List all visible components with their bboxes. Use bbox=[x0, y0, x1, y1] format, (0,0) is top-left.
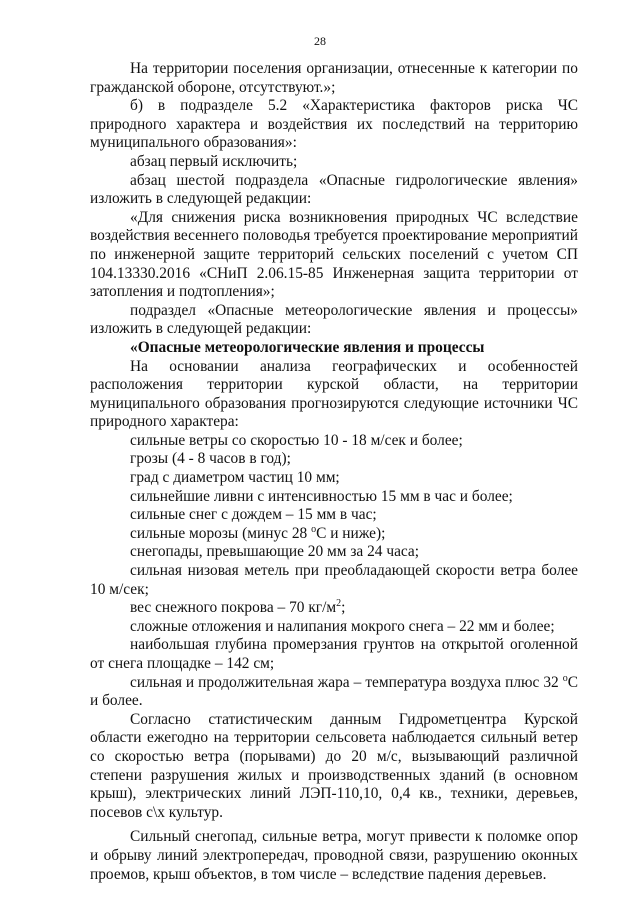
list-item-rain: сильнейшие ливни с интенсивностью 15 мм в час и более; bbox=[130, 487, 513, 505]
paragraph-snowfall-consequences: Сильный снегопад, сильные ветра, могут привести к поломке опор и обрыву линий электропередач, проводной связи, разрушению оконных проемов, крыш объектов, в том числе – вследствие падения деревьев. bbox=[90, 828, 578, 883]
paragraph-flood-protection: «Для снижения риска возникновения природных ЧС вследствие воздействия весеннего половодья требуется проектирование мероприятий по инженерной защите территорий сельских поселений с учетом СП 104.13330.2016 «СНиП 2.06.15-85 Инженерная защита территории от затопления и подтопления»; bbox=[90, 208, 578, 301]
paragraph-subsection-5-2: б) в подразделе 5.2 «Характеристика факторов риска ЧС природного характера и воздействия их последствий на территорию муниципального образования»: bbox=[90, 97, 578, 152]
paragraph-statistics: Согласно статистическим данным Гидрометцентра Курской области ежегодно на территории сельсовета наблюдается сильный ветер со скоростью ветра (порывами) до 20 м/с, вызывающий различной степени разрушения жилых и производственных зданий (в основном крыш), электрических линий ЛЭП-110,10, 0,4 кв., техники, деревьев, посевов с\х культур. bbox=[90, 710, 578, 821]
list-item-blizzard: сильная низовая метель при преобладающей скорости ветра более 10 м/сек; bbox=[90, 562, 578, 598]
list-item-frost-depth: наибольшая глубина промерзания грунтов на открытой оголенной от снега площадке – 142 см; bbox=[90, 636, 578, 672]
paragraph-meteo-subsection: подраздел «Опасные метеорологические явления и процессы» изложить в следующей редакции: bbox=[90, 301, 578, 338]
list-item-hail: град с диаметром частиц 10 мм; bbox=[130, 469, 340, 487]
paragraph-sixth-abzats: абзац шестой подраздела «Опасные гидрологические явления» изложить в следующей редакции: bbox=[90, 171, 578, 208]
list-item-heat: сильная и продолжительная жара – температура воздуха плюс 32 $^о$С и более. bbox=[90, 672, 578, 710]
paragraph-delete-first: абзац первый исключить; bbox=[130, 152, 298, 170]
list-item-snowfall: снегопады, превышающие 20 мм за 24 часа; bbox=[130, 543, 420, 561]
list-item-thunderstorms: грозы (4 - 8 часов в год); bbox=[130, 450, 291, 468]
page-number: 28 bbox=[314, 34, 326, 48]
document-body bbox=[90, 60, 578, 884]
list-item-wet-snow: сложные отложения и налипания мокрого снега – 22 мм и более; bbox=[130, 617, 555, 635]
list-item-snow-rain: сильные снег с дождем – 15 мм в час; bbox=[130, 506, 377, 524]
paragraph-civil-defense: На территории поселения организации, отнесенные к категории по гражданской обороне, отсутствуют.»; bbox=[90, 60, 578, 96]
section-heading: «Опасные метеорологические явления и процессы bbox=[130, 338, 485, 356]
list-item-snow-weight: вес снежного покрова – 70 $кг/м^2$; bbox=[130, 598, 346, 617]
list-item-winds: сильные ветры со скоростью 10 - 18 м/сек и более; bbox=[130, 431, 463, 449]
paragraph-analysis: На основании анализа географических и особенностей расположения территории курской области, на территории муниципального образования прогнозируются следующие источники ЧС природного характера: bbox=[90, 357, 578, 431]
list-item-frost: сильные морозы (минус 28 $^о$С и ниже); bbox=[130, 523, 386, 542]
